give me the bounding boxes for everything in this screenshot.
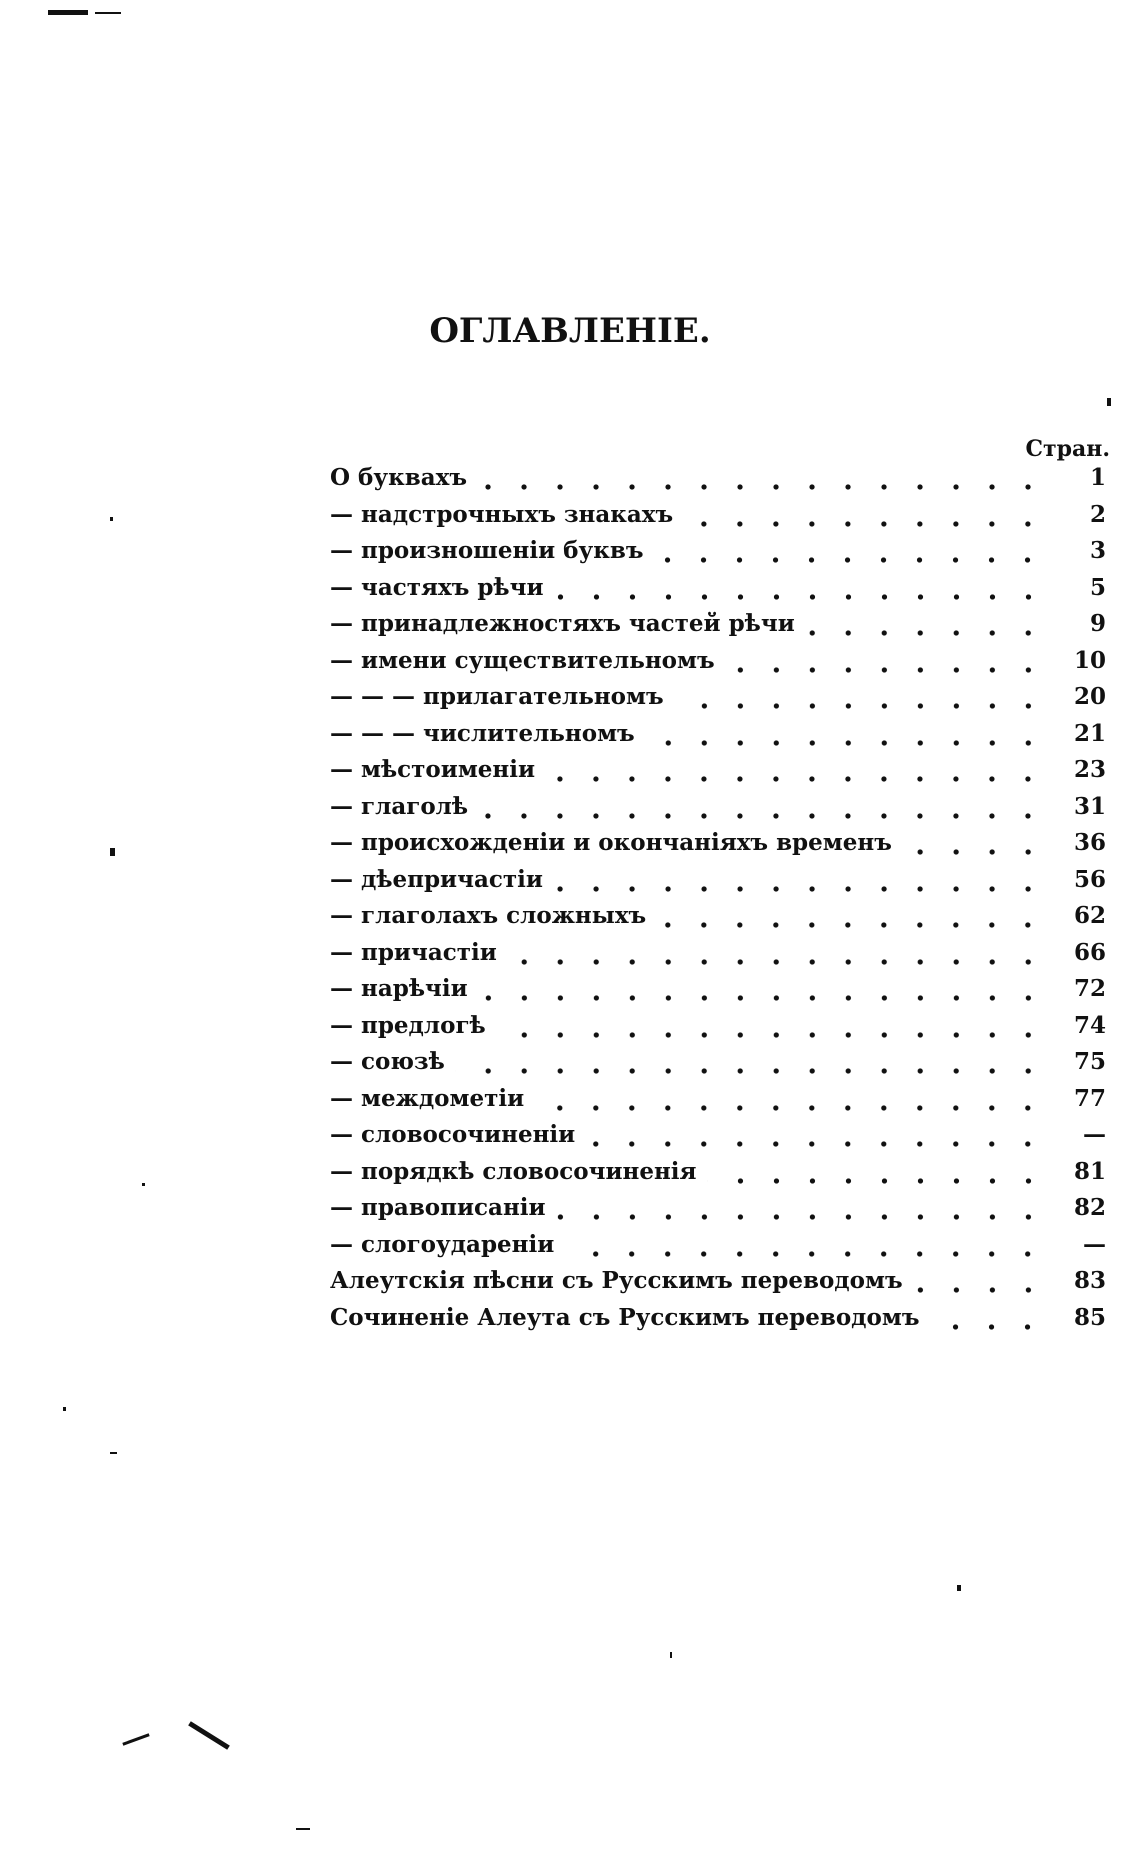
page-number: 83: [1073, 1267, 1106, 1294]
dot-leader: [645, 736, 1046, 750]
dot-leader: [507, 955, 1046, 969]
scan-mark: [110, 1452, 117, 1454]
entry-text: — происхожденiи и окончанiяхъ временъ: [330, 829, 892, 856]
page-number: 36: [1073, 829, 1106, 856]
dot-leader: [545, 772, 1046, 786]
dot-leader: [656, 918, 1046, 932]
page-number: 66: [1073, 938, 1106, 966]
page-number: 81: [1073, 1157, 1106, 1185]
scan-mark: [957, 1585, 961, 1591]
dot-leader: [564, 1247, 1046, 1261]
toc-entry: [330, 975, 1106, 1012]
toc-entry: [330, 902, 1106, 939]
dot-leader: [556, 1210, 1046, 1224]
table-of-contents: [330, 464, 1106, 1340]
dot-leader: [585, 1137, 1046, 1151]
dot-leader: [534, 1101, 1046, 1115]
page-number: 23: [1073, 756, 1106, 783]
page-title: ОГЛАВЛЕНIЕ.: [429, 311, 711, 351]
page-number: 62: [1073, 902, 1106, 929]
toc-entry: [330, 756, 1106, 793]
entry-text: Алеутскiя пѣсни съ Русскимъ переводомъ: [330, 1267, 903, 1294]
page-number: 10: [1073, 646, 1106, 674]
scan-mark: [110, 848, 115, 856]
dot-leader: [683, 517, 1046, 531]
toc-entry: [330, 793, 1106, 830]
toc-entry: [330, 1304, 1106, 1341]
page-number: 74: [1073, 1011, 1106, 1039]
scan-mark: [63, 1407, 66, 1411]
dot-leader: [455, 1064, 1046, 1078]
entry-text: — произношенiи буквъ: [330, 537, 644, 564]
entry-text: — дѣепричастiи: [330, 865, 543, 893]
entry-text: — надстрочныхъ знакахъ: [330, 500, 674, 528]
page-number: 82: [1073, 1194, 1106, 1221]
entry-text: — причастiи: [330, 938, 497, 966]
dot-leader: [554, 590, 1046, 604]
dot-leader: [674, 699, 1046, 713]
toc-entry: [330, 537, 1106, 574]
page-number: 75: [1073, 1048, 1106, 1075]
scan-mark: [1107, 398, 1111, 406]
toc-entry: [330, 1194, 1106, 1231]
entry-text: — — — прилагательномъ: [330, 683, 664, 710]
dot-leader: [929, 1320, 1046, 1334]
toc-entry: [330, 501, 1106, 538]
entry-text: — глаголѣ: [330, 792, 469, 820]
toc-entry: [330, 829, 1106, 866]
scan-mark: [670, 1652, 672, 1658]
page-number: 5: [1089, 573, 1106, 601]
scan-mark: [48, 10, 88, 15]
scan-mark: [95, 12, 121, 14]
page-number: 20: [1073, 683, 1106, 710]
entry-text: — междометiи: [330, 1084, 525, 1112]
page-number: 9: [1089, 610, 1106, 637]
entry-text: — мѣстоименiи: [330, 756, 536, 783]
toc-entry: [330, 720, 1106, 757]
entry-text: — предлогѣ: [330, 1011, 486, 1039]
entry-text: — глаголахъ сложныхъ: [330, 902, 647, 929]
dot-leader: [553, 882, 1046, 896]
dot-leader: [478, 991, 1046, 1005]
entry-text: — союзѣ: [330, 1048, 445, 1075]
entry-text: — слогоударенiи: [330, 1230, 555, 1258]
page-number: 72: [1073, 975, 1106, 1002]
toc-entry: [330, 464, 1106, 501]
toc-entry: [330, 1158, 1106, 1195]
toc-entry: [330, 939, 1106, 976]
scan-mark: [142, 1183, 145, 1186]
dot-leader: [707, 1174, 1046, 1188]
page-column-label: Стран.: [1025, 436, 1110, 462]
page-number: —: [1083, 1121, 1106, 1148]
dot-leader: [653, 553, 1046, 567]
dot-leader: [496, 1028, 1046, 1042]
toc-entry: [330, 1012, 1106, 1049]
page-number: 1: [1089, 464, 1106, 491]
toc-entry: [330, 683, 1106, 720]
entry-text: — нарѣчiи: [330, 975, 468, 1002]
entry-text: — имени существительномъ: [330, 646, 715, 674]
dot-leader: [902, 845, 1046, 859]
entry-text: Сочиненiе Алеута съ Русскимъ переводомъ: [330, 1303, 920, 1331]
dot-leader: [478, 809, 1046, 823]
page-number: 21: [1073, 719, 1106, 747]
toc-entry: [330, 647, 1106, 684]
scan-mark: [188, 1721, 230, 1750]
page-number: 56: [1073, 865, 1106, 893]
page-number: 85: [1073, 1303, 1106, 1331]
entry-text: — правописанiи: [330, 1194, 546, 1221]
toc-entry: [330, 866, 1106, 903]
toc-entry: [330, 610, 1106, 647]
scan-mark: [110, 517, 113, 521]
entry-text: — порядкѣ словосочиненiя: [330, 1157, 697, 1185]
scan-mark: [122, 1733, 149, 1745]
entry-text: О буквахъ: [330, 464, 467, 491]
entry-text: — словосочиненiи: [330, 1121, 576, 1148]
page-number: —: [1083, 1230, 1106, 1258]
toc-entry: [330, 1048, 1106, 1085]
toc-entry: [330, 1231, 1106, 1268]
toc-entry: [330, 1085, 1106, 1122]
page-number: 3: [1089, 537, 1106, 564]
dot-leader: [805, 626, 1046, 640]
dot-leader: [477, 480, 1046, 494]
dot-leader: [913, 1283, 1046, 1297]
toc-entry: [330, 574, 1106, 611]
page-number: 77: [1073, 1084, 1106, 1112]
toc-entry: [330, 1121, 1106, 1158]
page-number: 2: [1089, 500, 1106, 528]
page-number: 31: [1073, 792, 1106, 820]
entry-text: — частяхъ рѣчи: [330, 573, 544, 601]
scan-mark: [296, 1828, 310, 1830]
toc-entry: [330, 1267, 1106, 1304]
entry-text: — принадлежностяхъ частей рѣчи: [330, 610, 795, 637]
entry-text: — — — числительномъ: [330, 719, 635, 747]
dot-leader: [725, 663, 1046, 677]
